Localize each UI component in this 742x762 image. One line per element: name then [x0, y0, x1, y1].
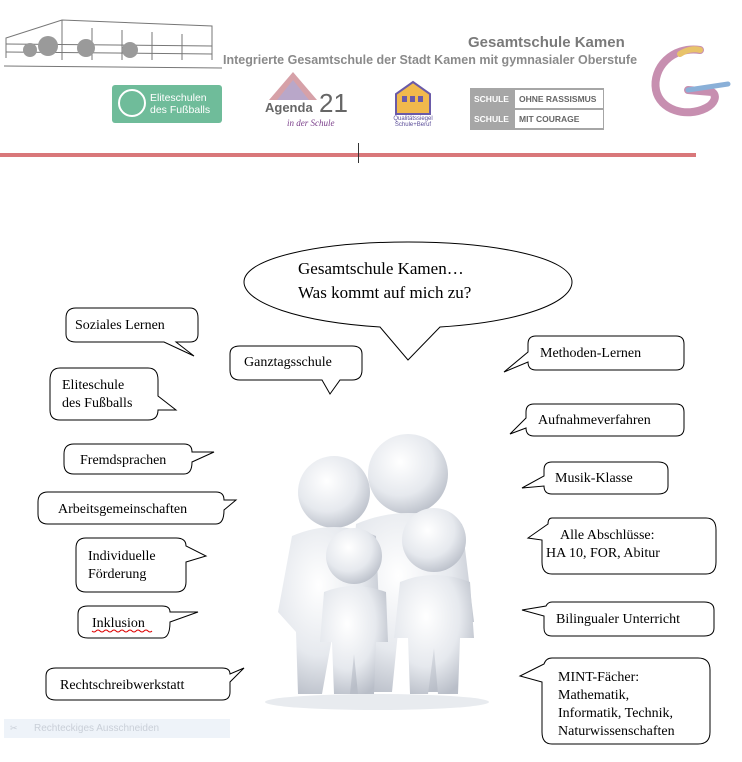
agenda-subtitle: in der Schule [287, 118, 335, 128]
bubble-abschl-line2: HA 10, FOR, Abitur [546, 546, 660, 561]
eliteschulen-text: Eliteschulen des Fußballs [150, 92, 211, 116]
bubble-musik-text: Musik-Klasse [555, 471, 633, 486]
bubble-fremd-text: Fremdsprachen [80, 453, 167, 468]
bubble-aufnahme-text: Aufnahmeverfahren [538, 413, 651, 428]
bubble-soziales-lernen [66, 308, 198, 356]
agenda-word: Agenda [265, 100, 313, 115]
bubble-methoden-lernen [504, 336, 684, 372]
bubble-mint-faecher [520, 658, 710, 744]
bubble-individuelle-foerderung [76, 538, 206, 592]
scissors-icon: ✂ [10, 723, 18, 733]
bubble-mint-line3: Informatik, Technik, [558, 706, 674, 721]
bubble-bilingual-text: Bilingualer Unterricht [556, 612, 681, 627]
bubble-soziales-text: Soziales Lernen [75, 318, 165, 333]
school-subtitle: Integrierte Gesamtschule der Stadt Kamen mit gymnasialer Oberstufe [223, 53, 638, 67]
bubble-elite-line2: des Fußballs [62, 396, 133, 411]
sor-key-2: SCHULE [474, 114, 509, 124]
bubble-abschl-line1: Alle Abschlüsse: [560, 528, 655, 543]
bubble-mint-line1: MINT-Fächer: [558, 670, 640, 685]
school-title: Gesamtschule Kamen [468, 34, 625, 51]
main-question-bubble [244, 242, 572, 360]
main-question-line1: Gesamtschule Kamen… [298, 259, 464, 278]
bubble-methoden-text: Methoden-Lernen [540, 346, 642, 361]
bubble-eliteschule [50, 368, 176, 420]
bubble-elite-line1: Eliteschule [62, 378, 125, 393]
bubble-arbeitsgemeinschaften [38, 492, 236, 524]
bubble-musik-klasse [522, 462, 668, 494]
bubble-ganztagsschule [230, 346, 362, 394]
bubble-ag-text: Arbeitsgemeinschaften [58, 502, 188, 517]
bubble-rechtschreibwerkstatt [46, 668, 244, 700]
snipping-label: Rechteckiges Ausschneiden [34, 723, 160, 734]
bubble-bilingualer-unterricht [522, 602, 714, 636]
bubble-fremdsprachen [64, 444, 214, 474]
bubble-mint-line4: Naturwissenschaften [558, 724, 675, 739]
sor-val-1: OHNE RASSISMUS [515, 90, 603, 108]
snipping-overlay [4, 719, 230, 738]
bubble-aufnahmeverfahren [510, 404, 684, 436]
bubble-ganztag-text: Ganztagsschule [244, 355, 332, 370]
agenda-number: 21 [319, 88, 348, 118]
main-question-line2: Was kommt auf mich zu? [298, 283, 472, 302]
bubble-indiv-line2: Förderung [88, 567, 147, 582]
sor-val-2: MIT COURAGE [515, 110, 603, 128]
bubble-alle-abschluesse [528, 518, 716, 574]
sor-key-1: SCHULE [474, 94, 509, 104]
bubble-indiv-line1: Individuelle [88, 549, 156, 564]
bubble-mint-line2: Mathematik, [558, 688, 630, 703]
bubble-inklusion-text: Inklusion [92, 616, 145, 631]
qualitaetssiegel-text: Qualitätssiegel Schule+Beruf [393, 116, 433, 128]
bubble-inklusion [78, 606, 198, 638]
bubble-recht-text: Rechtschreibwerkstatt [60, 678, 185, 693]
